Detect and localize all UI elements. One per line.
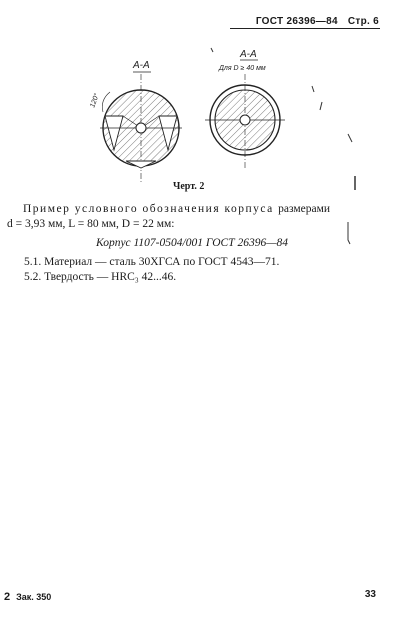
left-center-hole xyxy=(136,123,146,133)
speck xyxy=(312,86,314,92)
speck xyxy=(348,222,350,244)
right-center-hole xyxy=(240,115,250,125)
right-note: Для D ≥ 40 мм xyxy=(219,65,266,72)
left-section-drawing xyxy=(88,60,182,182)
footer-left xyxy=(4,591,51,603)
figure-caption: Черт. 2 xyxy=(173,181,205,192)
speck xyxy=(320,102,322,110)
page-label: Стр. 6 xyxy=(347,16,379,27)
right-section-drawing xyxy=(205,49,285,170)
footer-order: Зак. 350 xyxy=(16,592,52,602)
example-title-text: Пример условного обозначения корпуса xyxy=(23,203,274,215)
example-designation: Корпус 1107-0504/001 ГОСТ 26396—84 xyxy=(96,237,288,249)
right-section-label: А-А xyxy=(240,49,257,60)
angle-label: 120° xyxy=(89,92,101,109)
item-hardness: 5.2. Твердость — HRC₃ 42...46. xyxy=(24,271,177,283)
example-title xyxy=(23,203,330,215)
standard-number: ГОСТ 26396—84 xyxy=(255,16,338,27)
speck xyxy=(211,48,213,52)
footer-left-number: 2 xyxy=(4,591,11,603)
example-params: d = 3,93 мм, L = 80 мм, D = 22 мм: xyxy=(7,218,175,230)
left-section-label: А-А xyxy=(133,60,150,71)
item-material: 5.1. Материал — сталь 30ХГСА по ГОСТ 4543—71. xyxy=(24,256,280,268)
footer-page-number: 33 xyxy=(364,589,376,600)
example-title-tail: размерами xyxy=(278,203,331,215)
speck xyxy=(348,134,352,142)
